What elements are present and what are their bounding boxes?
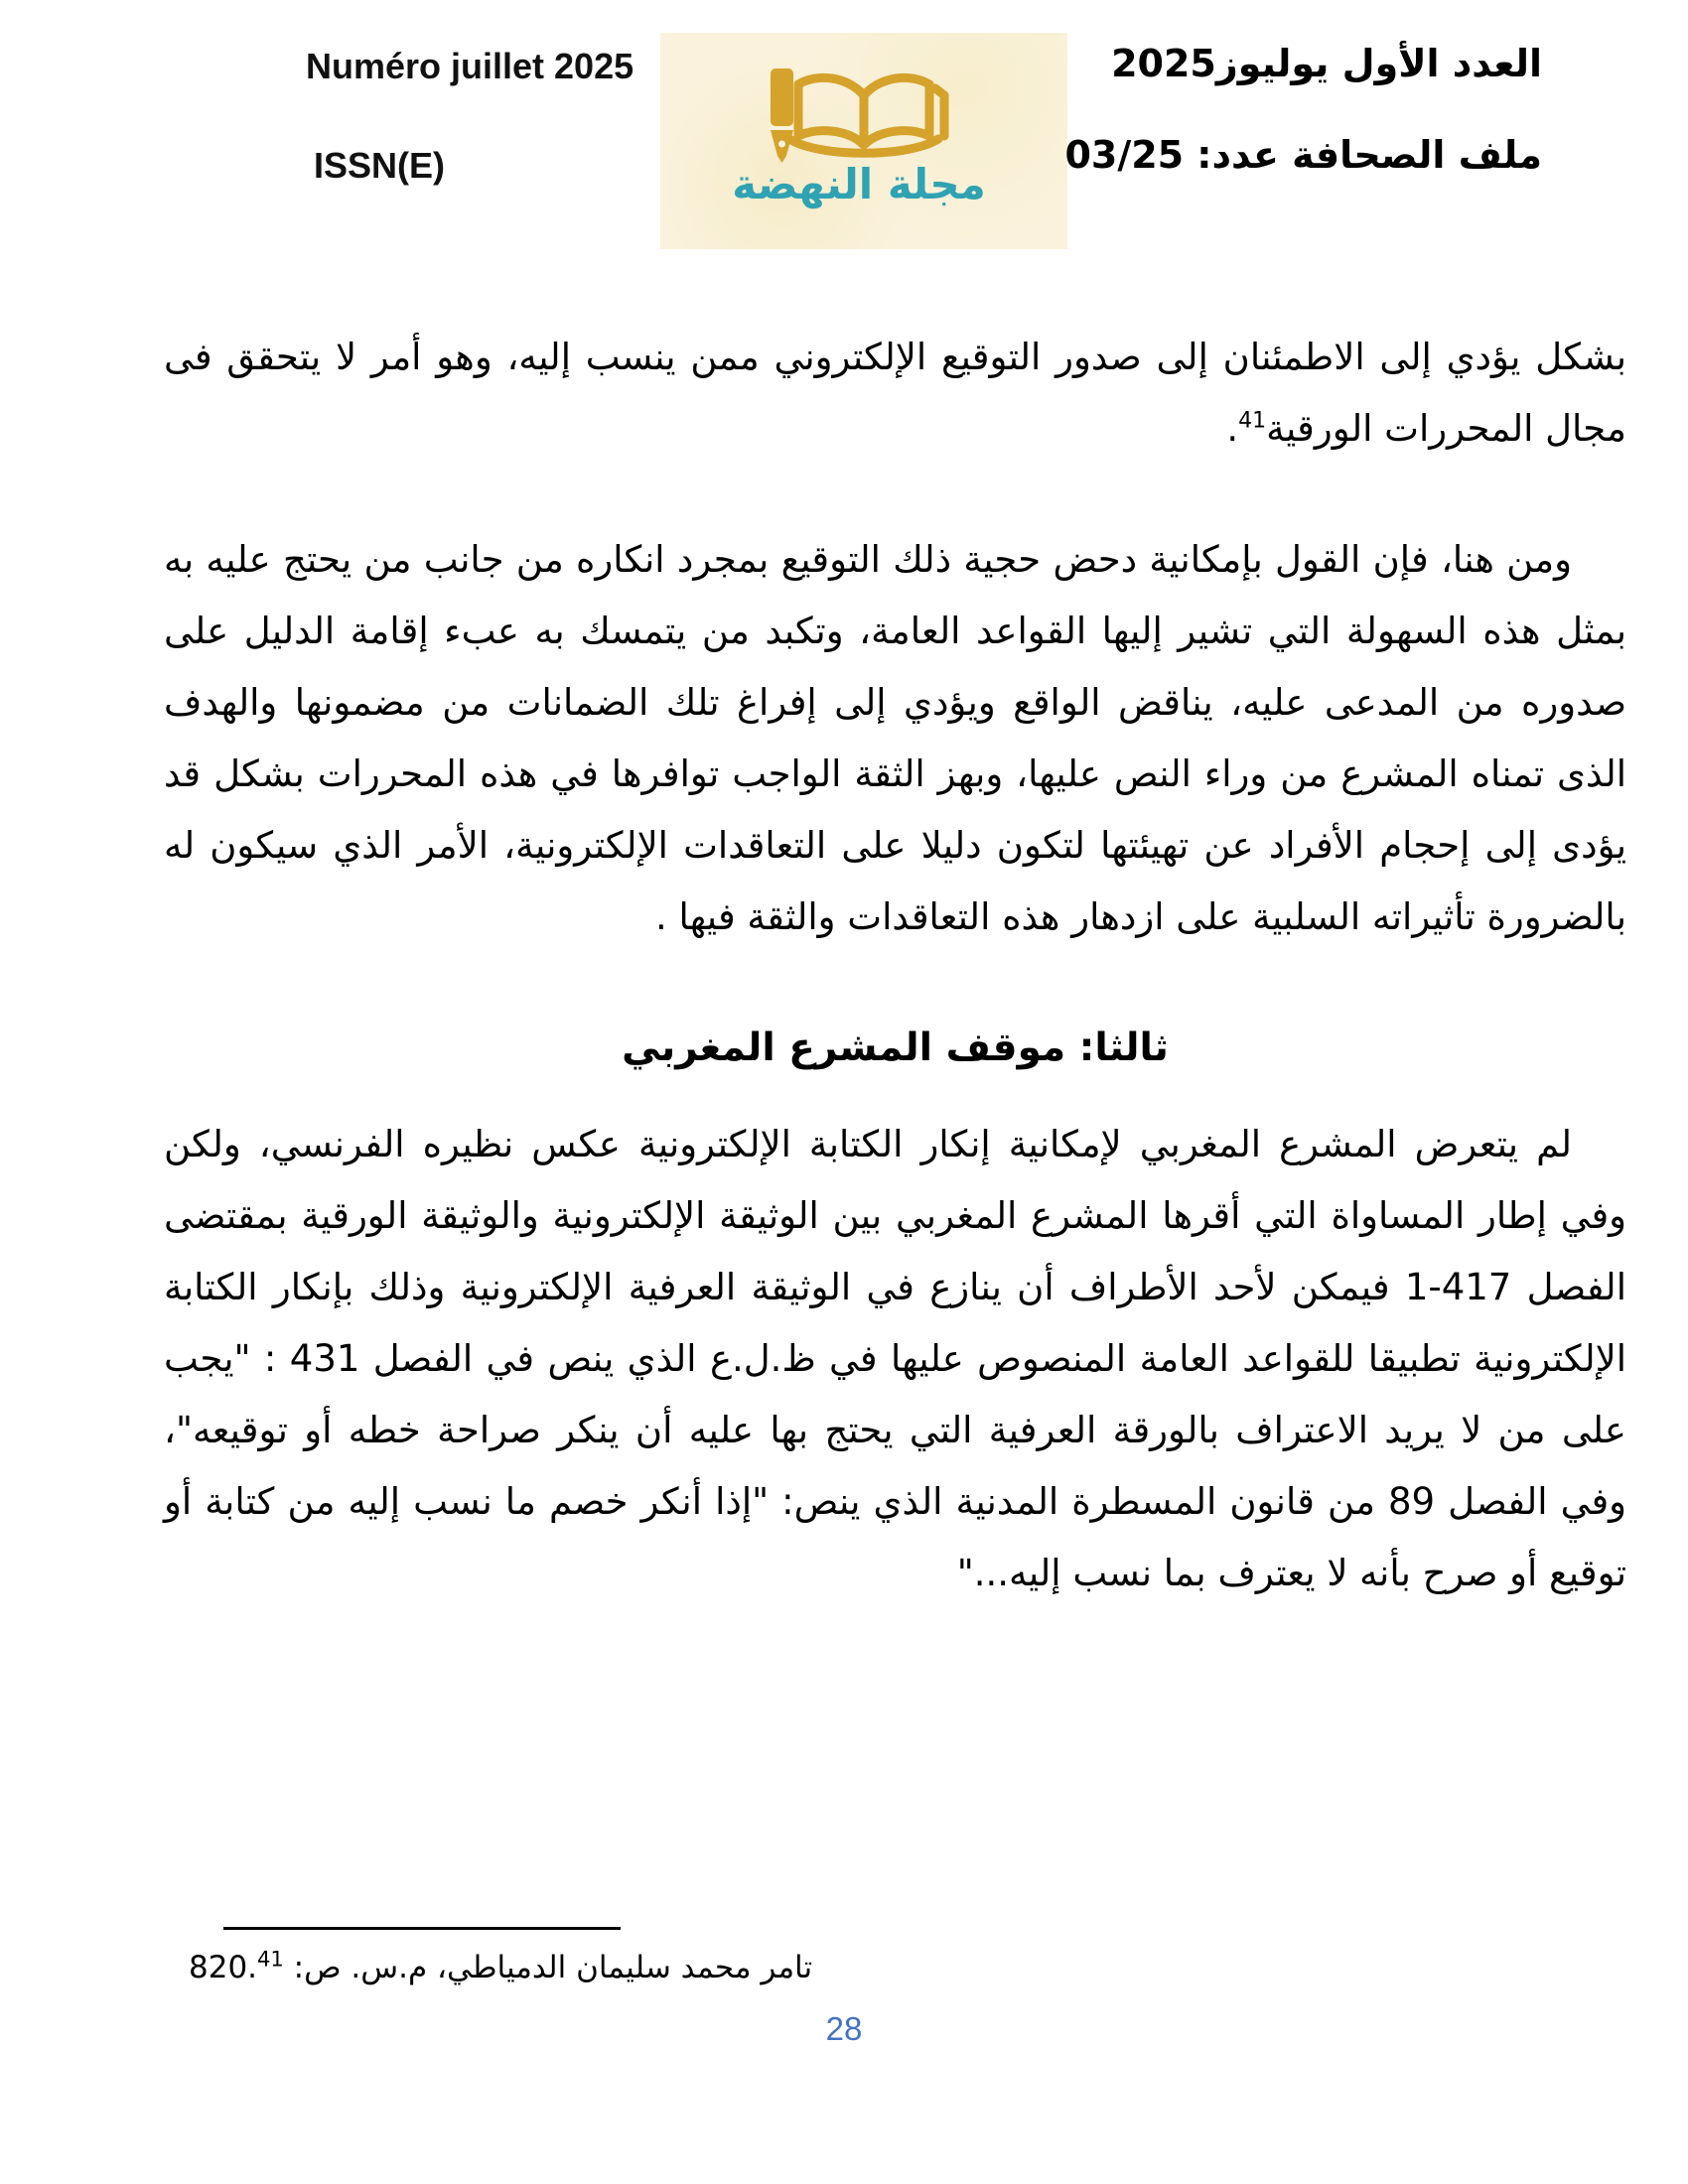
journal-logo-book-pen-icon — [660, 33, 1067, 249]
paragraph-1-text: بشكل يؤدي إلى الاطمئنان إلى صدور التوقيع الإلكتروني ممن ينسب إليه، وهو أمر لا يتحقق فى مجال المحررات الورقية — [164, 336, 1626, 450]
paragraph-2: ومن هنا، فإن القول بإمكانية دحض حجية ذلك التوقيع بمجرد انكاره من جانب من يحتج عليه به بمثل هذه السهولة التي تشير إليها القواعد العامة، وتكبد من يتمسك به عبء إقامة الدليل على صدوره من المدعى عليه، يناقض الواقع ويؤدي إلى إفراغ تلك الضمانات من مضمونها والهدف الذى تمناه المشرع من وراء النص عليها، وبهز الثقة الواجب توافرها في هذه المحررات بشكل قد يؤدى إلى إحجام الأفراد عن تهيئتها لتكون دليلا على التعاقدات الإلكترونية، الأمر الذي سيكون له بالضرورة تأثيراته السلبية على ازدهار هذه التعاقدات والثقة فيها . — [164, 538, 1626, 938]
header-issue-number-french: Numéro juillet 2025 — [306, 46, 634, 86]
pen-icon — [771, 68, 793, 163]
footnote-41 — [189, 1942, 943, 1993]
open-book-icon — [789, 77, 944, 153]
footnote-41-marker: 41 — [257, 1947, 284, 1972]
header-issn: ISSN(E) — [314, 145, 446, 186]
journal-logo — [660, 33, 1067, 249]
footnote-reference-41: 41 — [1238, 408, 1267, 434]
paragraph-1-period: . — [1226, 407, 1239, 450]
paragraph-1 — [164, 322, 1626, 465]
header-issue-number-arabic: العدد الأول يوليوز2025 — [1111, 42, 1542, 85]
footnote-separator — [223, 1927, 621, 1930]
paragraph-3: لم يتعرض المشرع المغربي لإمكانية إنكار الكتابة الإلكترونية عكس نظيره الفرنسي، ولكن وفي إطار المساواة التي أقرها المشرع المغربي بين الوثيقة الإلكترونية والوثيقة الورقية بمقتضى الفصل 417-1 فيمكن لأحد الأطراف أن ينازع في الوثيقة العرفية الإلكترونية وذلك بإنكار الكتابة الإلكترونية تطبيقا للقواعد العامة المنصوص عليها في ظ.ل.ع الذي ينص في الفصل 431 : "يجب على من لا يريد الاعتراف بالورقة العرفية التي يحتج بها عليه أن ينكر صراحة خطه أو توقيعه"، وفي الفصل 89 من قانون المسطرة المدنية الذي ينص: "إذا أنكر خصم ما نسب إليه من كتابة أو توقيع أو صرح بأنه لا يعترف بما نسب إليه..." — [164, 1123, 1627, 1594]
journal-logo-title: مجلة النهضة — [732, 160, 986, 208]
header-press-file-number: ملف الصحافة عدد: 03/25 — [1064, 133, 1542, 177]
article-body — [164, 322, 1626, 1669]
footnote-41-text: تامر محمد سليمان الدمياطي، م.س. ص: 820. — [189, 1950, 813, 1985]
page-number: 28 — [825, 2010, 863, 2047]
section-heading-third: ثالثا: موقف المشرع المغربي — [622, 1025, 1169, 1070]
